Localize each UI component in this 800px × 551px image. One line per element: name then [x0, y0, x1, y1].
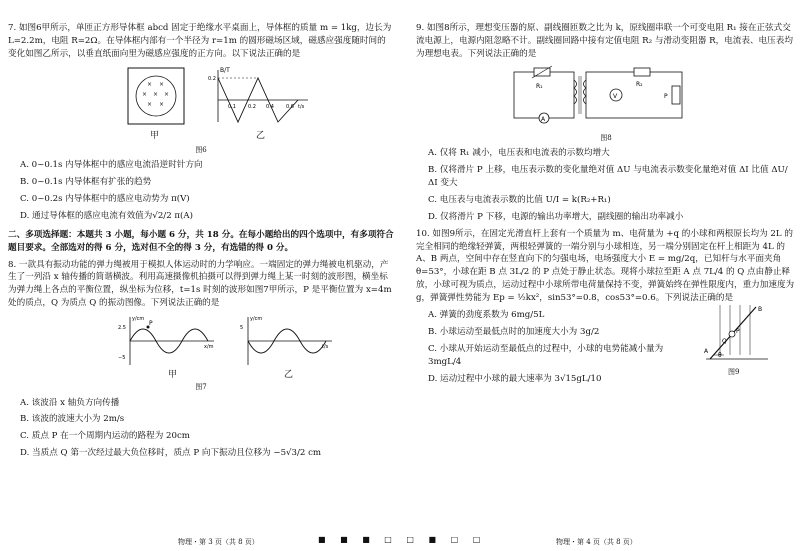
q8-amp-top: 5 [240, 325, 244, 332]
q8-point-p: P [149, 320, 153, 328]
q10-label-a: A [704, 347, 709, 355]
q7-option-d: D. 通过导体框的感应电流有效值为√2/2 π(A) [20, 210, 193, 221]
q7-fig-jia-label: 甲 [150, 130, 160, 141]
q7-b-t-graph [208, 66, 312, 128]
q8-option-a: A. 该波沿 x 轴负方向传播 [20, 397, 120, 408]
q8-option-d: D. 当质点 Q 第一次经过最大负位移时，质点 P 向下振动且位移为 −5√3/2 cm [20, 448, 322, 459]
q8-amp-pos: 2.5 [118, 325, 126, 332]
q8-fig-jia-label: 甲 [168, 370, 178, 381]
q8-fig-caption: 图7 [195, 383, 207, 392]
q8-amp-neg: −5 [118, 355, 126, 362]
q8-figures [8, 313, 394, 379]
q7-option-a: A. 0~0.1s 内导体框中的感应电流沿逆时针方向 [20, 160, 203, 171]
q8-wave-graph [118, 313, 218, 369]
q7-fig-caption: 图6 [195, 145, 207, 154]
q10-stem: 10. 如图9所示，在固定光滑直杆上套有一个质量为 m、电荷量为 +q 的小球和两根原长均为 2L 的完全相同的绝缘轻弹簧，两根轻弹簧的一端分别与小球相连，另一端分别固定在杆上相距为 4L 的 A、B 两点，空间中存在竖直向下的匀强电场，电场强度大小 E = mg/2q，已知杆与水平面夹角 θ=53°，小球在距 B 点 3L/2 的 P 点处于静止状态。现将小球拉至距 A 点 7L/4 的 Q 点由静止释放，小球可视为质点，运动过程中小球所带电荷量保持不变，弹簧始终在弹性限度内，重力加速度为 g，弹簧弹性势能为 Ep = ½kx²，sin53°=0.8，cos53°=0.6。下列说法正确的是 [416, 228, 795, 304]
q10-label-theta: θ [718, 351, 722, 359]
q8-tlabel: t/s [322, 344, 329, 351]
footer-left-page-number: 物理・第 3 页（共 8 页） [178, 537, 259, 546]
q10-option-d: D. 运动过程中小球的最大速率为 3√15gL/10 [428, 373, 602, 384]
q8-xlabel: x/m [204, 344, 214, 351]
q10-label-p: P [736, 327, 740, 335]
right-page [416, 22, 796, 385]
q10-incline-figure [702, 303, 772, 367]
q9-figure-wrap [416, 64, 796, 130]
q7-graph-ytick: 0.2 [208, 75, 216, 82]
q9-option-c: C. 电压表与电流表示数的比值 U/I = k(R₂+R₁) [428, 194, 611, 205]
q10-option-c: C. 小球从开始运动至最低点的过程中，小球的电势能减小量为 3mgL/4 [428, 343, 664, 367]
q8-ylabel-jia: y/cm [132, 316, 145, 323]
q8-ylabel-yi: y/cm [250, 316, 263, 323]
q7-graph-xtick-4: 0.6 [286, 103, 294, 110]
q7-graph-ylabel: B/T [220, 66, 230, 74]
svg-text:×: × [159, 100, 165, 108]
q9-circuit-figure [508, 64, 692, 128]
q7-graph-xlabel: t/s [298, 103, 305, 110]
q7-graph-xtick-1: 0.1 [228, 103, 236, 110]
section2-heading: 二、多项选择题：本题共 3 小题，每小题 6 分，共 18 分。在每小题给出的四个选项中，有多项符合题目要求。全部选对的得 6 分，选对但不全的得 3 分，有选错的得 0 分。 [8, 229, 394, 253]
q9-stem: 9. 如图8所示，理想变压器的原、副线圈匝数之比为 k，原线圈串联一个可变电阻 R₁ 接在正弦式交流电源上，电源内阻忽略不计。副线圈回路中接有定值电阻 R₂ 与滑动变阻器 R，电流表、电压表均为理想电表。下列说法正确的是 [416, 23, 793, 59]
q9-label-p: P [664, 92, 668, 100]
q7-frame-figure [120, 64, 192, 130]
q8-option-b: B. 该波的波速大小为 2m/s [20, 414, 125, 425]
q10-label-q: Q [722, 337, 727, 345]
q10-label-b: B [758, 305, 763, 313]
footer-marker-dots: ■ ■ ■ □ □ ■ □ □ [318, 535, 487, 544]
q7-graph-xtick-3: 0.4 [266, 103, 274, 110]
q7-figures [8, 64, 394, 142]
q9-option-d: D. 仅将滑片 P 下移，电源的输出功率增大，副线圈的输出功率减小 [428, 211, 684, 222]
q9-label-a: A [541, 115, 546, 123]
q10-options-wrap [416, 305, 796, 385]
q9-option-a: A. 仅将 R₁ 减小，电压表和电流表的示数均增大 [428, 148, 610, 159]
q9-option-b: B. 仅将滑片 P 上移，电压表示数的变化量绝对值 ΔU 与电流表示数变化量绝对值 ΔI 比值 ΔU/ΔI 变大 [428, 165, 788, 188]
footer-right-page-number: 物理・第 4 页（共 8 页） [556, 537, 637, 546]
svg-text:×: × [142, 90, 148, 98]
q9-fig-caption: 图8 [600, 133, 612, 142]
q8-stem: 8. 一款具有振动功能的弹力绳被用于模拟人体运动时的力学响应。一端固定的弹力绳被电机驱动，产生了一列沿 x 轴传播的简谐横波。利用高速摄像机拍摄可以得到弹力绳上某一时刻的波形图，横坐标为弹力绳上各点的平衡位置，纵坐标为位移，t=1s 时刻的波形如图7甲所示，P 是平衡位置为 x=4m 处的质点，Q 为质点 Q 的振动图像。下列说法正确的是 [8, 259, 392, 309]
q9-label-r1: R₁ [536, 82, 543, 90]
q7-fig-yi-label: 乙 [256, 130, 266, 141]
q10-fig-caption: 图9 [728, 367, 740, 376]
left-page [8, 22, 394, 460]
q8-fig-yi-label: 乙 [284, 370, 294, 381]
svg-text:×: × [147, 80, 153, 88]
q8-vibration-graph [236, 313, 336, 369]
q7-option-b: B. 0~0.1s 内导体框有扩张的趋势 [20, 177, 152, 188]
q10-option-b: B. 小球运动至最低点时的加速度大小为 3g/2 [428, 326, 600, 337]
q10-option-a: A. 弹簧的劲度系数为 6mg/5L [428, 309, 545, 320]
q10-options [416, 309, 684, 385]
q8-option-c: C. 质点 P 在一个周期内运动的路程为 20cm [20, 431, 190, 442]
svg-text:×: × [164, 90, 170, 98]
q7-graph-xtick-2: 0.2 [248, 103, 256, 110]
q7-option-c: C. 0~0.2s 内导体框中的感应电动势为 π(V) [20, 193, 190, 204]
svg-text:×: × [147, 100, 153, 108]
svg-text:×: × [153, 90, 159, 98]
q9-label-v: V [613, 92, 618, 100]
svg-text:×: × [159, 80, 165, 88]
q7-stem: 7. 如图6甲所示，单匝正方形导体框 abcd 固定于绝缘水平桌面上，导体框的质量 m = 1kg，边长为 L=2.2m，电阻 R=2Ω。在导体框内部有一个半径为 r=1m 的圆形磁场区域，磁感应强度随时间的变化如图乙所示，以垂直纸面向里为磁感应强度的正方向。以下说法正确的是 [8, 23, 392, 59]
q9-label-r2: R₂ [636, 80, 643, 88]
